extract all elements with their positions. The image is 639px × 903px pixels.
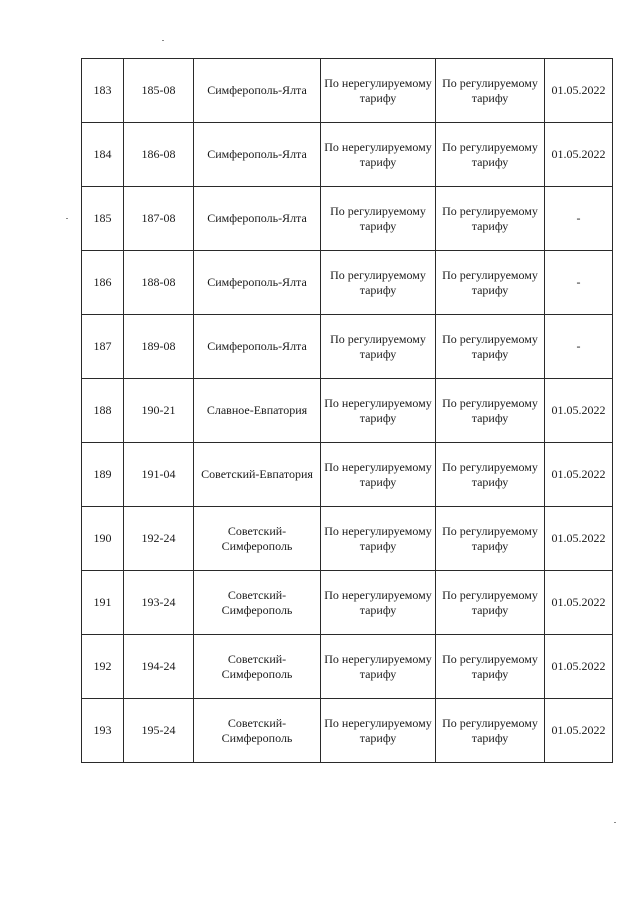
tariff-new: По регулируемому тарифу [436, 507, 545, 571]
tariff-current: По нерегулируемому тарифу [321, 123, 436, 187]
tariff-current: По нерегулируемому тарифу [321, 443, 436, 507]
tariff-current: По нерегулируемому тарифу [321, 379, 436, 443]
tariff-new: По регулируемому тарифу [436, 123, 545, 187]
effective-date: 01.05.2022 [545, 59, 613, 123]
route-code: 190-21 [124, 379, 194, 443]
routes-table [81, 58, 613, 763]
table-row [82, 635, 613, 699]
tariff-new: По регулируемому тарифу [436, 187, 545, 251]
routes-table-body [82, 59, 613, 763]
tariff-new: По регулируемому тарифу [436, 571, 545, 635]
route-name: Симферополь-Ялта [194, 59, 321, 123]
row-number: 189 [82, 443, 124, 507]
table-row [82, 571, 613, 635]
effective-date: 01.05.2022 [545, 123, 613, 187]
table-row [82, 507, 613, 571]
route-name: Советский-Евпатория [194, 443, 321, 507]
scan-speck [162, 40, 164, 41]
effective-date: 01.05.2022 [545, 507, 613, 571]
route-name: Советский-Симферополь [194, 571, 321, 635]
scan-speck [66, 218, 68, 219]
row-number: 184 [82, 123, 124, 187]
row-number: 190 [82, 507, 124, 571]
effective-date: 01.05.2022 [545, 635, 613, 699]
table-row [82, 315, 613, 379]
row-number: 193 [82, 699, 124, 763]
route-name: Советский-Симферополь [194, 699, 321, 763]
effective-date: - [545, 187, 613, 251]
tariff-new: По регулируемому тарифу [436, 315, 545, 379]
tariff-new: По регулируемому тарифу [436, 699, 545, 763]
table-row [82, 379, 613, 443]
tariff-new: По регулируемому тарифу [436, 635, 545, 699]
effective-date: 01.05.2022 [545, 699, 613, 763]
route-code: 194-24 [124, 635, 194, 699]
route-name: Симферополь-Ялта [194, 187, 321, 251]
route-name: Симферополь-Ялта [194, 123, 321, 187]
route-code: 188-08 [124, 251, 194, 315]
tariff-new: По регулируемому тарифу [436, 251, 545, 315]
route-name: Симферополь-Ялта [194, 251, 321, 315]
route-code: 193-24 [124, 571, 194, 635]
route-code: 186-08 [124, 123, 194, 187]
tariff-new: По регулируемому тарифу [436, 59, 545, 123]
route-code: 187-08 [124, 187, 194, 251]
table-row [82, 443, 613, 507]
route-name: Советский-Симферополь [194, 635, 321, 699]
route-code: 185-08 [124, 59, 194, 123]
effective-date: 01.05.2022 [545, 443, 613, 507]
row-number: 186 [82, 251, 124, 315]
route-name: Славное-Евпатория [194, 379, 321, 443]
tariff-current: По регулируемому тарифу [321, 315, 436, 379]
row-number: 183 [82, 59, 124, 123]
table-row [82, 123, 613, 187]
scan-speck [614, 822, 616, 823]
tariff-current: По нерегулируемому тарифу [321, 699, 436, 763]
route-name: Симферополь-Ялта [194, 315, 321, 379]
tariff-current: По нерегулируемому тарифу [321, 635, 436, 699]
tariff-current: По регулируемому тарифу [321, 187, 436, 251]
tariff-current: По нерегулируемому тарифу [321, 571, 436, 635]
tariff-new: По регулируемому тарифу [436, 379, 545, 443]
table-row [82, 187, 613, 251]
route-code: 189-08 [124, 315, 194, 379]
tariff-current: По регулируемому тарифу [321, 251, 436, 315]
effective-date: - [545, 315, 613, 379]
route-name: Советский-Симферополь [194, 507, 321, 571]
route-code: 192-24 [124, 507, 194, 571]
table-row [82, 251, 613, 315]
tariff-current: По нерегулируемому тарифу [321, 59, 436, 123]
row-number: 191 [82, 571, 124, 635]
row-number: 188 [82, 379, 124, 443]
effective-date: 01.05.2022 [545, 571, 613, 635]
route-code: 191-04 [124, 443, 194, 507]
table-row [82, 699, 613, 763]
tariff-current: По нерегулируемому тарифу [321, 507, 436, 571]
effective-date: 01.05.2022 [545, 379, 613, 443]
row-number: 185 [82, 187, 124, 251]
row-number: 192 [82, 635, 124, 699]
tariff-new: По регулируемому тарифу [436, 443, 545, 507]
table-row [82, 59, 613, 123]
route-code: 195-24 [124, 699, 194, 763]
row-number: 187 [82, 315, 124, 379]
effective-date: - [545, 251, 613, 315]
